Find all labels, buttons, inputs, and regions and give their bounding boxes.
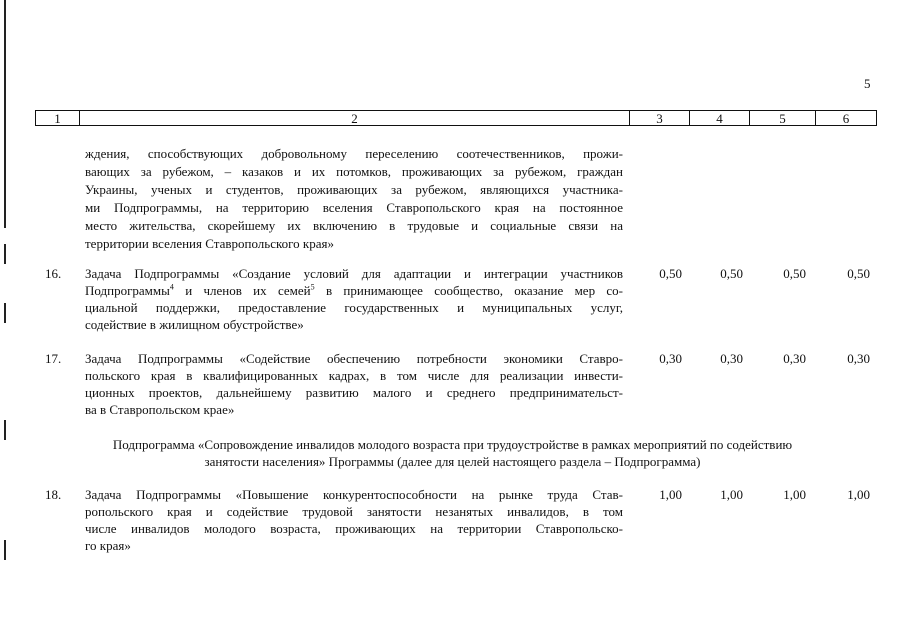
text-line: содействие в жилищном обустройстве» — [85, 317, 304, 332]
text-line: циальной поддержки, предоставление государственных и муниципальных услуг, — [85, 300, 623, 315]
text-line: территории вселения Ставропольского края» — [85, 236, 334, 251]
text-line: Украины, ученых и студентов, проживающих за рубежом, являющихся участника- — [85, 182, 623, 197]
heading-line: занятости населения» Программы (далее для целей настоящего раздела – Подпрограмма) — [204, 454, 701, 469]
value-col-5: 1,00 — [783, 487, 806, 502]
text-line: Задача Подпрограммы «Содействие обеспечению потребности экономики Ставро- — [85, 351, 623, 366]
text-line: Задача Подпрограммы «Создание условий для адаптации и интеграции участников — [85, 266, 623, 281]
text-line: ционных проектов, дальнейшему развитию малого и среднего предпринимательст- — [85, 385, 623, 400]
value-col-4: 0,50 — [720, 266, 743, 281]
row-number: 17. — [45, 351, 62, 366]
header-col-2: 2 — [79, 110, 629, 126]
value-col-5: 0,50 — [783, 266, 806, 281]
text-line: Подпрограммы$^4$ и членов их семей$^5$ в принимающее сообщество, оказание мер со- — [85, 282, 623, 298]
text-line: Задача Подпрограммы «Повышение конкурентоспособности на рынке труда Став- — [85, 487, 623, 502]
header-col-4: 4 — [689, 110, 749, 126]
value-col-4: 1,00 — [720, 487, 743, 502]
header-col-1: 1 — [35, 110, 79, 126]
value-col-6: 1,00 — [847, 487, 870, 502]
value-col-4: 0,30 — [720, 351, 743, 366]
row-number: 18. — [45, 487, 62, 502]
value-col-5: 0,30 — [783, 351, 806, 366]
footnote-ref: 4 — [169, 282, 174, 292]
header-col-3: 3 — [629, 110, 689, 126]
text-line: ва в Ставропольском крае» — [85, 402, 235, 417]
text-line: ропольского края и содействие трудовой занятости незанятых инвалидов, в том — [85, 504, 623, 519]
margin-tick — [4, 540, 6, 560]
value-col-3: 0,50 — [659, 266, 682, 281]
row-number: 16. — [45, 266, 62, 281]
text-line: числе инвалидов молодого возраста, проживающих на территории Ставропольско- — [85, 521, 623, 536]
text-line: место жительства, скорейшему их включению в трудовые и социальные связи на — [85, 218, 623, 233]
header-col-5: 5 — [749, 110, 815, 126]
text-line: вающих за рубежом, – казаков и их потомков, проживающих за рубежом, граждан — [85, 164, 623, 179]
header-col-6: 6 — [815, 110, 877, 126]
margin-tick — [4, 244, 6, 264]
value-col-6: 0,30 — [847, 351, 870, 366]
text-line: го края» — [85, 538, 131, 553]
margin-tick — [4, 303, 6, 323]
value-col-3: 0,30 — [659, 351, 682, 366]
value-col-6: 0,50 — [847, 266, 870, 281]
footnote-ref: 5 — [310, 282, 315, 292]
heading-line: Подпрограмма «Сопровождение инвалидов молодого возраста при трудоустройстве в рамках мероприятий по содействию — [112, 437, 793, 452]
text-line: польского края в квалифицированных кадрах, в том числе для реализации инвести- — [85, 368, 623, 383]
text-line: ждения, способствующих добровольному переселению соотечественников, прожи- — [85, 146, 623, 161]
page-number: 5 — [864, 76, 871, 91]
value-col-3: 1,00 — [659, 487, 682, 502]
margin-line-top — [4, 0, 6, 228]
text-line: ми Подпрограммы, на территорию вселения Ставропольского края на постоянное — [85, 200, 623, 215]
